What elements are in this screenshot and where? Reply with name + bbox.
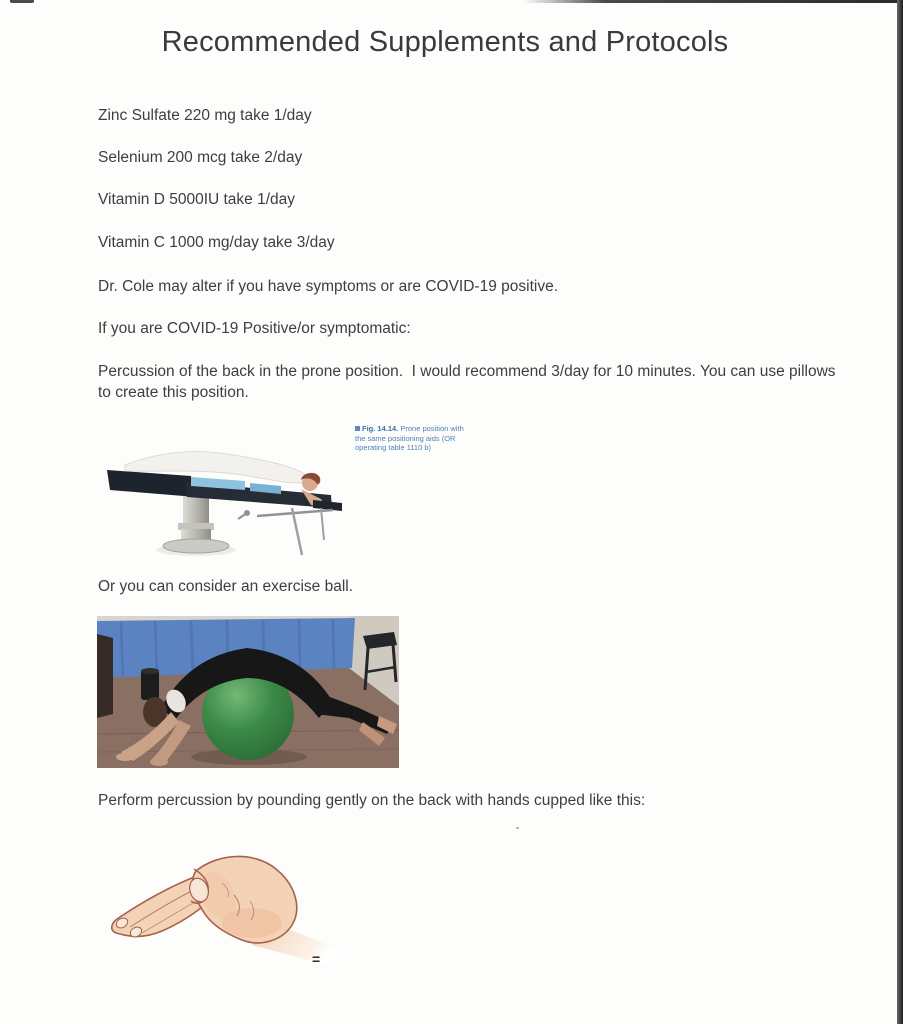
caption-label: Fig. 14.14. xyxy=(362,424,399,433)
scan-edge-top xyxy=(0,0,903,3)
cupped-hand-figure xyxy=(100,833,340,966)
percussion-instruction: Perform percussion by pounding gently on the back with hands cupped like this: xyxy=(98,792,646,809)
scan-speck xyxy=(516,827,519,829)
supplement-line-vitamin-d: Vitamin D 5000IU take 1/day xyxy=(98,191,296,208)
figure-caption xyxy=(355,424,471,453)
cupped-hand-image xyxy=(100,833,340,966)
supplement-line-vitamin-c: Vitamin C 1000 mg/day take 3/day xyxy=(98,234,335,251)
exercise-ball-figure xyxy=(97,616,399,768)
exercise-ball-image xyxy=(97,616,399,768)
note-alter: Dr. Cole may alter if you have symptoms or are COVID-19 positive. xyxy=(98,278,558,295)
percussion-paragraph: Percussion of the back in the prone position. I would recommend 3/day for 10 minutes. You can use pillows to create this position. xyxy=(98,363,840,401)
page-title: Recommended Supplements and Protocols xyxy=(161,26,729,58)
scan-edge-dash xyxy=(10,0,34,3)
scan-edge-right xyxy=(897,0,903,1024)
exercise-ball-line: Or you can consider an exercise ball. xyxy=(98,578,354,595)
equals-mark: = xyxy=(312,951,321,967)
caption-square-icon xyxy=(355,426,360,431)
caption-text: Prone position with the same positioning aids (OR operating table 1110 b) xyxy=(355,424,464,452)
note-if-positive: If you are COVID-19 Positive/or symptomatic: xyxy=(98,320,411,337)
prone-table-image xyxy=(95,420,353,560)
supplement-line-selenium: Selenium 200 mcg take 2/day xyxy=(98,149,303,166)
prone-table-figure xyxy=(95,420,353,560)
supplement-line-zinc: Zinc Sulfate 220 mg take 1/day xyxy=(98,107,312,124)
